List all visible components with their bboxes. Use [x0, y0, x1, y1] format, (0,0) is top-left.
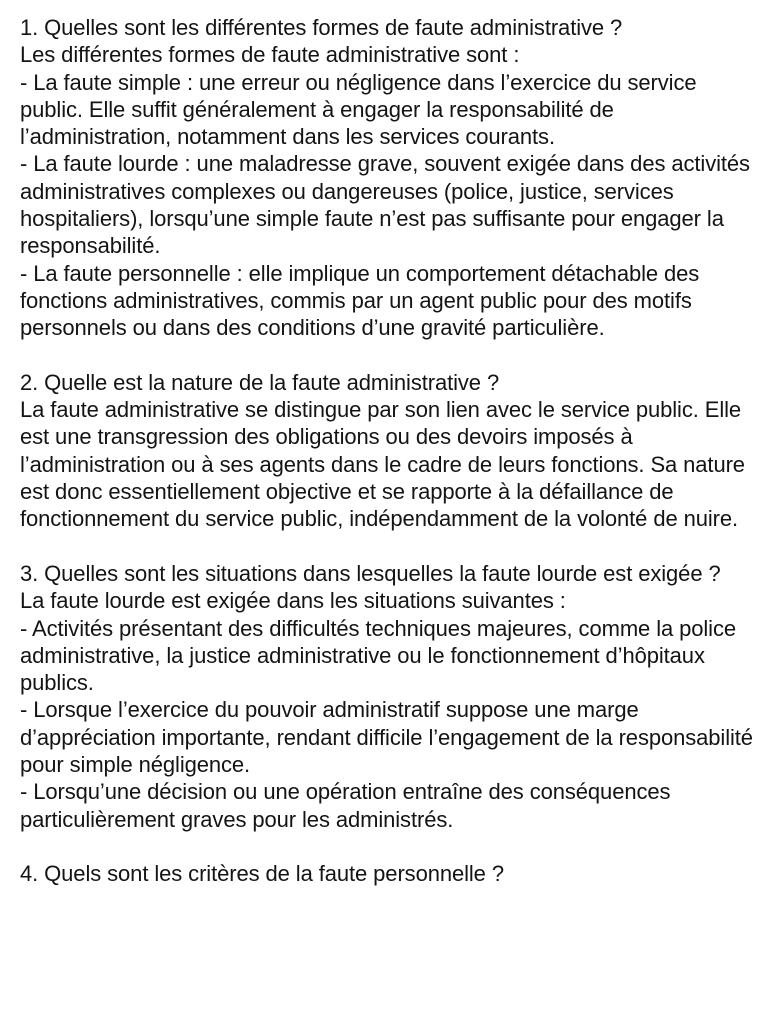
answer-intro: Les différentes formes de faute administrative sont : — [20, 42, 520, 68]
section-2 — [20, 369, 756, 533]
section-4 — [20, 860, 756, 887]
question-heading: 1. Quelles sont les différentes formes de faute administrative ? — [20, 15, 623, 40]
question-heading: 4. Quels sont les critères de la faute personnelle ? — [20, 861, 504, 887]
question-heading: 3. Quelles sont les situations dans lesquelles la faute lourde est exigée ? — [20, 560, 721, 586]
section-1 — [20, 14, 756, 342]
answer-item: - La faute lourde : une maladresse grave, souvent exigée dans des activités administratives complexes ou dangereuses (police, justice, services hospitaliers), lorsqu’une simple faute n’est pas suffisante pour engager la responsabilité. — [20, 151, 750, 259]
answer-item: - La faute personnelle : elle implique un comportement détachable des fonctions administratives, commis par un agent public pour des motifs personnels ou dans des conditions d’une gravité particulière. — [20, 260, 700, 341]
document-text — [20, 14, 756, 915]
answer-paragraph: La faute administrative se distingue par son lien avec le service public. Elle est une transgression des obligations ou des devoirs imposés à l’administration ou à ses agents dans le cadre de leurs fonctions. Sa nature est donc essentiellement objective et se rapporte à la défaillance de fonctionnement du service public, indépendamment de la volonté de nuire. — [20, 397, 745, 532]
answer-intro: La faute lourde est exigée dans les situations suivantes : — [20, 588, 566, 614]
answer-item: - Lorsque l’exercice du pouvoir administratif suppose une marge d’appréciation importante, rendant difficile l’engagement de la responsabilité pour simple négligence. — [20, 697, 753, 778]
answer-item: - Lorsqu’une décision ou une opération entraîne des conséquences particulièrement graves pour les administrés. — [20, 779, 671, 832]
question-heading: 2. Quelle est la nature de la faute administrative ? — [20, 369, 500, 395]
answer-item: - La faute simple : une erreur ou négligence dans l’exercice du service public. Elle suffit généralement à engager la responsabilité de l’administration, notamment dans les services courants. — [20, 69, 697, 150]
answer-item: - Activités présentant des difficultés techniques majeures, comme la police administrative, la justice administrative ou le fonctionnement d’hôpitaux publics. — [20, 615, 737, 696]
section-3 — [20, 560, 756, 833]
